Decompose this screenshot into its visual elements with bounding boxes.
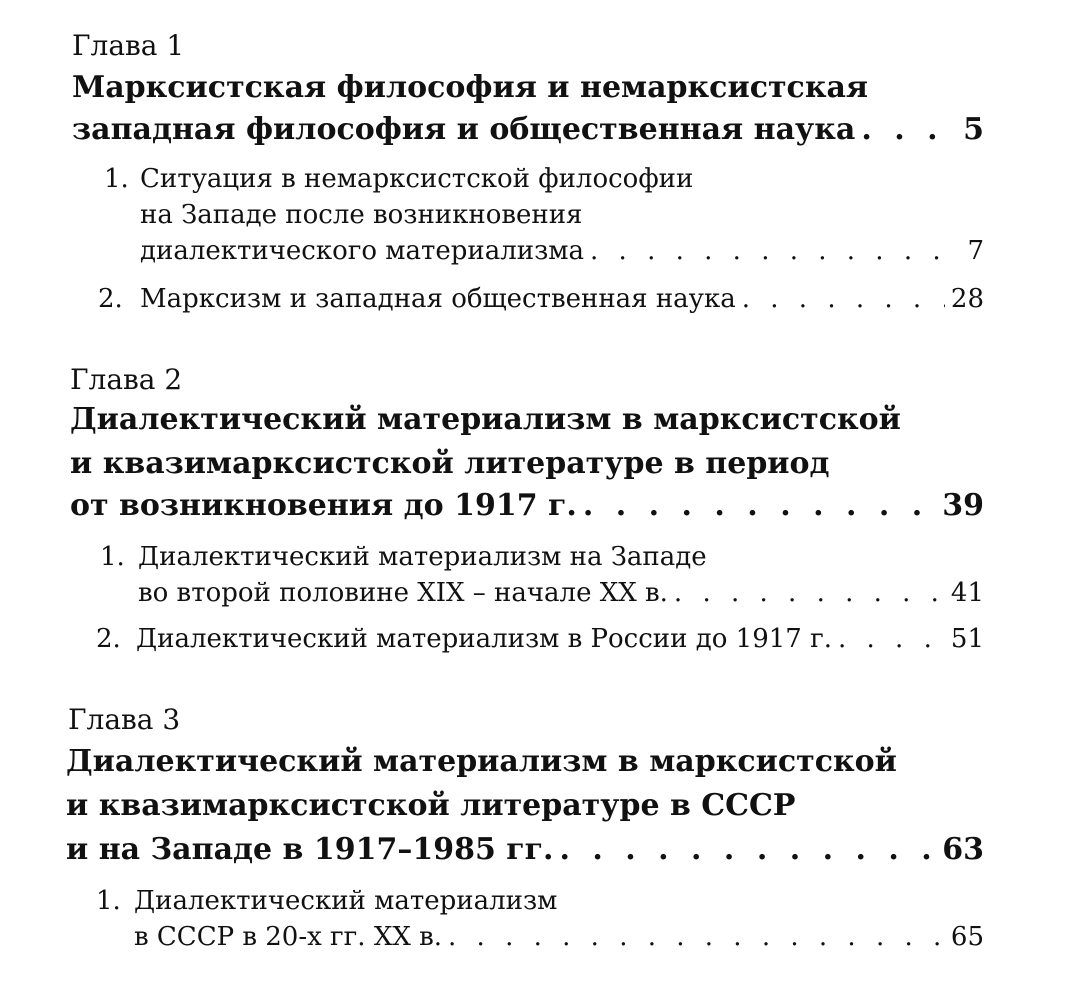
- page-number: 51: [950, 624, 984, 654]
- chapter-title-line: Марксистская философия и немарксистская: [72, 70, 869, 105]
- section-title-line: Диалектический материализм в России до 1917 г.: [136, 624, 832, 654]
- dot-leader: [742, 282, 945, 316]
- chapter-title-line: западная философия и общественная наука: [72, 112, 856, 147]
- section-row[interactable]: [140, 234, 984, 268]
- dot-leader: [559, 830, 936, 870]
- chapter-title-row[interactable]: [66, 830, 984, 870]
- chapter-title-line: от возникновения до 1917 г.: [70, 488, 577, 523]
- section-title-line: диалектического материализма: [140, 236, 585, 266]
- chapter-label: Глава 3: [68, 703, 181, 736]
- section-number: 2.: [96, 624, 121, 654]
- chapter-title-line: Диалектический материализм в марксистской: [70, 402, 901, 437]
- dot-leader: [590, 234, 961, 268]
- section-row[interactable]: [140, 282, 984, 316]
- dot-leader: [861, 110, 957, 150]
- section-row[interactable]: [134, 920, 984, 954]
- page-number: 41: [950, 578, 984, 608]
- page-number: 28: [950, 284, 984, 314]
- page-number: 39: [942, 488, 984, 523]
- dot-leader: [583, 486, 936, 526]
- dot-leader: [448, 920, 945, 954]
- section-number: 1.: [100, 542, 125, 572]
- chapter-title-line: Диалектический материализм в марксистской: [66, 744, 897, 779]
- dot-leader: [838, 622, 945, 656]
- section-number: 1.: [104, 164, 129, 194]
- section-number: 1.: [96, 886, 121, 916]
- chapter-label: Глава 2: [70, 363, 183, 396]
- chapter-label: Глава 1: [72, 29, 185, 62]
- section-title-line: на Западе после возникновения: [140, 200, 583, 230]
- section-title-line: Диалектический материализм на Западе: [138, 542, 707, 572]
- page-number: 7: [967, 236, 984, 266]
- section-number: 2.: [98, 284, 123, 314]
- page-number: 65: [950, 922, 984, 952]
- chapter-title-line: и квазимарксистской литературе в СССР: [66, 788, 796, 823]
- section-title-line: в СССР в 20-х гг. XX в.: [134, 922, 443, 952]
- section-title-line: Ситуация в немарксистской философии: [140, 164, 694, 194]
- section-title-line: Марксизм и западная общественная наука: [140, 284, 736, 314]
- page-number: 5: [963, 112, 984, 147]
- chapter-title-row[interactable]: [70, 486, 984, 526]
- page-number: 63: [942, 832, 984, 867]
- chapter-title-line: и на Западе в 1917–1985 гг.: [66, 832, 554, 867]
- section-row[interactable]: [136, 622, 984, 656]
- section-row[interactable]: [138, 576, 984, 610]
- section-title-line: Диалектический материализм: [134, 886, 558, 916]
- dot-leader: [674, 576, 945, 610]
- section-title-line: во второй половине XIX – начале XX в.: [138, 578, 668, 608]
- chapter-title-line: и квазимарксистской литературе в период: [70, 446, 830, 481]
- chapter-title-row[interactable]: [72, 110, 984, 150]
